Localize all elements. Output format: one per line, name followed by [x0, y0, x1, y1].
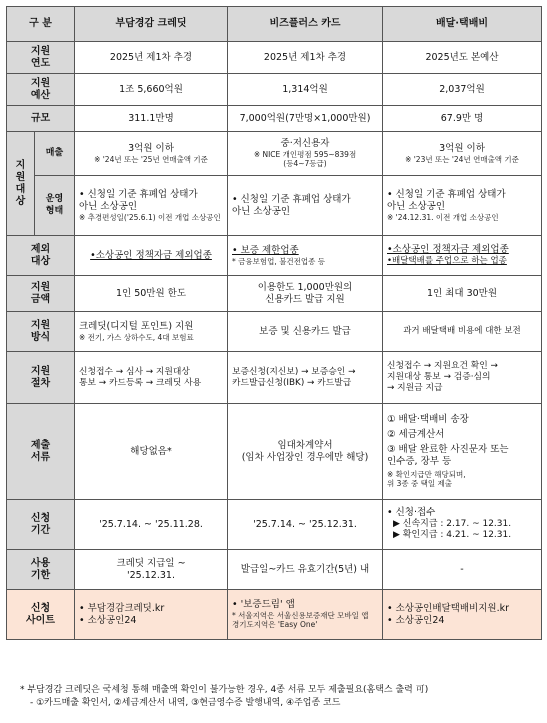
scale-delivery: 67.9만 명: [383, 106, 542, 132]
period-delivery: • 신청·접수 ▶ 신속지급 : 2.17. ~ 12.31. ▶ 확인지급 : 4.21. ~ 12.31.: [383, 500, 542, 550]
budget-credit: 1조 5,660억원: [75, 74, 228, 106]
row-site: [7, 590, 542, 640]
sales-delivery: 3억원 이하 ※ '23년 또는 '24년 연매출액 기준: [383, 132, 542, 176]
row-process: [7, 352, 542, 404]
footnote: [20, 684, 540, 710]
header-bizplus-card: 비즈플러스 카드: [228, 7, 383, 42]
link-credit-site[interactable]: • 부담경감크레딧.kr: [79, 602, 165, 614]
label-amount: 지원 금액: [7, 276, 75, 312]
label-docs: 제출 서류: [7, 404, 75, 500]
link-bojeongdream-app[interactable]: • '보증드림' 앱: [232, 599, 295, 611]
exclude-delivery: •소상공인 정책자금 제외업종 •배달택배를 주업으로 하는 업종: [383, 236, 542, 276]
method-delivery: 과거 배달택배 비용에 대한 보전: [383, 312, 542, 352]
label-scale: 규모: [7, 106, 75, 132]
link-delivery-site[interactable]: • 소상공인배달택배비지원.kr: [387, 602, 509, 614]
header-row: [7, 7, 542, 42]
status-delivery: • 신청일 기준 휴폐업 상태가 아닌 소상공인 ※ '24.12.31. 이전 개업 소상공인: [383, 176, 542, 236]
exclude-card: • 보증 제한업종 * 금융보험업, 불건전업종 등: [228, 236, 383, 276]
amount-card: 이용한도 1,000만원의 신용카드 발급 지원: [228, 276, 383, 312]
row-docs: [7, 404, 542, 500]
link-sosanggongin24-2[interactable]: • 소상공인24: [387, 614, 445, 626]
label-exclude: 제외 대상: [7, 236, 75, 276]
amount-credit: 1인 50만원 한도: [75, 276, 228, 312]
label-target: 지 원 대 상: [7, 132, 35, 236]
label-period: 신청 기간: [7, 500, 75, 550]
docs-credit: 해당없음*: [75, 404, 228, 500]
sales-credit: 3억원 이하 ※ '24년 또는 '25년 연매출액 기준: [75, 132, 228, 176]
year-credit: 2025년 제1차 추경: [75, 42, 228, 74]
method-credit: 크레딧(디지털 포인트) 지원 ※ 전기, 가스 상하수도, 4대 보험료: [75, 312, 228, 352]
usage-delivery: -: [383, 550, 542, 590]
row-exclude: [7, 236, 542, 276]
budget-card: 1,314억원: [228, 74, 383, 106]
header-category: 구 분: [7, 7, 75, 42]
footnote-line1: * 부담경감 크레딧은 국세청 통해 매출액 확인이 불가능한 경우, 4종 서류 모두 제출필요(홈택스 출력 可): [20, 685, 429, 695]
docs-delivery: ① 배달·택배비 송장 ② 세금계산서 ③ 배달 완료한 사진문자 또는 인수증, 장부 등 ※ 확인지급만 해당되며, 위 3종 중 택일 제출: [383, 404, 542, 500]
row-method: [7, 312, 542, 352]
usage-card: 발급일~카드 유효기간(5년) 내: [228, 550, 383, 590]
period-card: '25.7.14. ~ '25.12.31.: [228, 500, 383, 550]
footnote-line2: - ①카드매출 확인서, ②세금계산서 내역, ③현금영수증 발행내역, ④주업종 코드: [30, 698, 341, 709]
label-sales: 매출: [35, 132, 75, 176]
comparison-table: [6, 6, 542, 640]
row-usage: [7, 550, 542, 590]
docs-card: 임대차계약서 (임차 사업장인 경우에만 해당): [228, 404, 383, 500]
label-site: 신청 사이트: [7, 590, 75, 640]
row-scale: [7, 106, 542, 132]
year-card: 2025년 제1차 추경: [228, 42, 383, 74]
link-sosanggongin24[interactable]: • 소상공인24: [79, 614, 137, 626]
year-delivery: 2025년도 본예산: [383, 42, 542, 74]
row-budget: [7, 74, 542, 106]
label-budget: 지원 예산: [7, 74, 75, 106]
process-delivery: 신청접수 → 지원요건 확인 → 지원대상 통보 → 검증·심의 → 지원금 지급: [383, 352, 542, 404]
header-delivery-fee: 배달·택배비: [383, 7, 542, 42]
site-card: • '보증드림' 앱 * 서울지역은 서울신용보증재단 모바일 앱 경기도지역은 'Easy One': [228, 590, 383, 640]
row-target-status: [7, 176, 542, 236]
process-card: 보증신청(지신보) → 보증승인 → 카드발급신청(IBK) → 카드발급: [228, 352, 383, 404]
sales-card: 중·저신용자 ※ NICE 개인평점 595~839점 (등4~7등급): [228, 132, 383, 176]
process-credit: 신청접수 → 심사 → 지원대상 통보 → 카드등록 → 크레딧 사용: [75, 352, 228, 404]
status-card: • 신청일 기준 휴폐업 상태가 아닌 소상공인: [228, 176, 383, 236]
period-credit: '25.7.14. ~ '25.11.28.: [75, 500, 228, 550]
status-credit: • 신청일 기준 휴폐업 상태가 아닌 소상공인 ※ 추경편성일('25.6.1) 이전 개업 소상공인: [75, 176, 228, 236]
row-target-sales: [7, 132, 542, 176]
label-status: 운영 형태: [35, 176, 75, 236]
scale-credit: 311.1만명: [75, 106, 228, 132]
label-year: 지원 연도: [7, 42, 75, 74]
method-card: 보증 및 신용카드 발급: [228, 312, 383, 352]
label-usage: 사용 기한: [7, 550, 75, 590]
label-method: 지원 방식: [7, 312, 75, 352]
row-period: [7, 500, 542, 550]
scale-card: 7,000억원(7만명×1,000만원): [228, 106, 383, 132]
header-credit: 부담경감 크레딧: [75, 7, 228, 42]
exclude-credit: •소상공인 정책자금 제외업종: [75, 236, 228, 276]
budget-delivery: 2,037억원: [383, 74, 542, 106]
row-amount: [7, 276, 542, 312]
label-process: 지원 절차: [7, 352, 75, 404]
usage-credit: 크레딧 지급일 ~ '25.12.31.: [75, 550, 228, 590]
site-credit: [75, 590, 228, 640]
amount-delivery: 1인 최대 30만원: [383, 276, 542, 312]
site-delivery: [383, 590, 542, 640]
row-year: [7, 42, 542, 74]
